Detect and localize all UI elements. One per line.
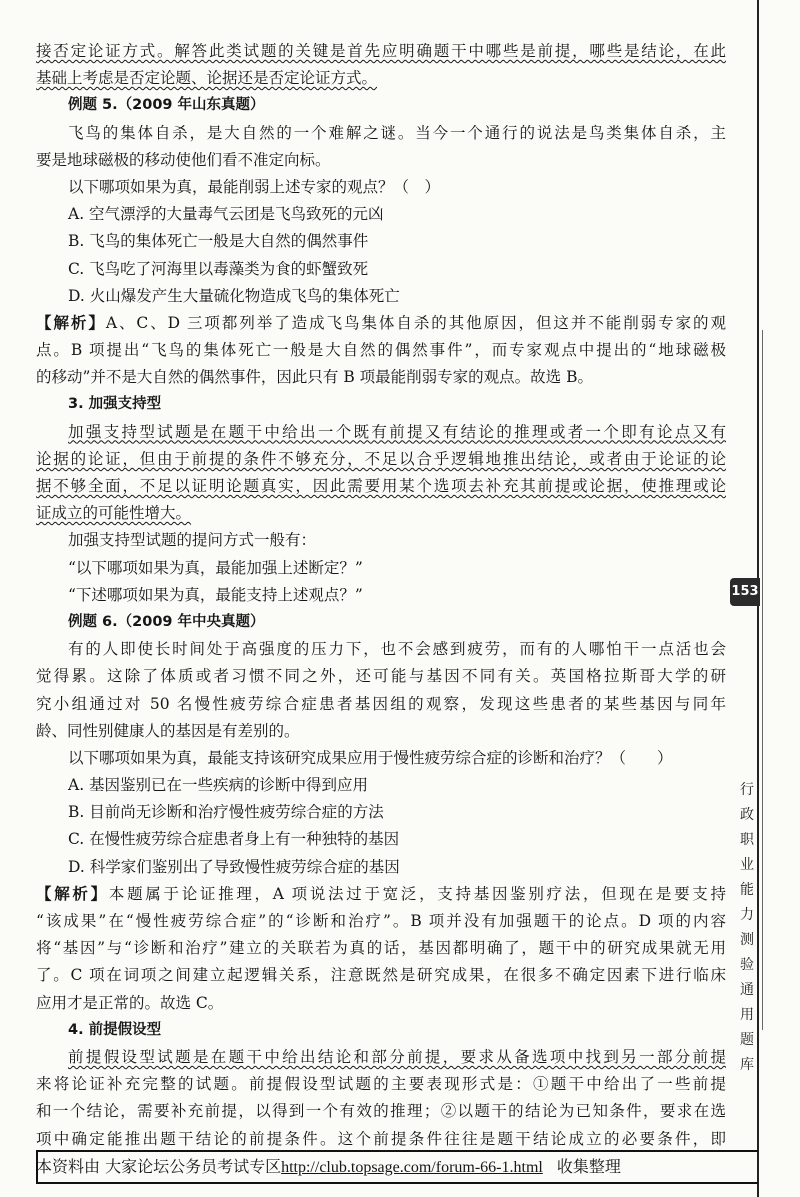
text-line: 例题 6.（2009 年中央真题）: [68, 613, 265, 630]
analysis-tag: 【解析】: [36, 313, 106, 332]
text-line: 的移动”并不是大自然的偶然事件，因此只有 B 项最能削弱专家的观点。故选 B。: [36, 368, 593, 387]
side-title-char: 职: [740, 832, 754, 848]
side-title-char: 行: [740, 782, 754, 798]
footer-suffix: 收集整理: [556, 1157, 621, 1176]
text-line: 龄、同性别健康人的基因是有差别的。: [36, 721, 300, 740]
text-line: 加强支持型试题的提问方式一般有：: [68, 531, 317, 550]
page-number: 153: [731, 584, 759, 599]
side-title-char: 测: [740, 932, 754, 948]
text-line: 和一个结论，需要补充前提，以得到一个有效的推理；②以题干的结论为已知条件，要求在选: [36, 1102, 726, 1121]
text-line: 证成立的可能性增大。: [36, 504, 192, 523]
text-line: 以下哪项如果为真，最能削弱上述专家的观点？（ ）: [68, 177, 441, 196]
text-line: 觉得累。这除了体质或者习惯不同之外，还可能与基因不同有关。英国格拉斯哥大学的研: [36, 667, 726, 686]
text-line: 4. 前提假设型: [68, 1021, 162, 1038]
text-line: “以下哪项如果为真，最能加强上述断定？”: [68, 558, 363, 577]
text-line: 论据的论证，但由于前提的条件不够充分，不足以合乎逻辑地推出结论，或者由于论证的论: [36, 449, 726, 468]
side-title-char: 能: [740, 882, 754, 898]
right-margin-rule-inner: [762, 330, 763, 1030]
text-line: [36, 310, 726, 337]
text-line: C. 在慢性疲劳综合症患者身上有一种独特的基因: [68, 830, 400, 849]
text-line: 了。C 项在词项之间建立起逻辑关系，注意既然是研究成果，在很多不确定因素下进行临床: [36, 966, 726, 985]
text-line: “该成果”在“慢性疲劳综合症”的“诊断和治疗”。B 项并没有加强题干的论点。D 项的内容: [36, 912, 726, 930]
text-line: 将“基因”与“诊断和治疗”建立的关联若为真的话，基因都明确了，题干中的研究成果就无用: [36, 939, 726, 958]
text-line: 有的人即使长时间处于高强度的压力下，也不会感到疲劳，而有的人哪怕干一点活也会: [68, 640, 726, 659]
text-line: 加强支持型试题是在题干中给出一个既有前提又有结论的推理或者一个即有论点又有: [68, 422, 726, 441]
side-title-char: 验: [740, 957, 754, 973]
text-line: 点。B 项提出“飞鸟的集体死亡一般是大自然的偶然事件”，而专家观点中提出的“地球磁极: [36, 341, 726, 360]
main-text-column: [36, 38, 726, 1153]
analysis-text: A、C、D 三项都列举了造成飞鸟集体自杀的其他原因，但这并不能削弱专家的观: [105, 313, 726, 332]
side-title-char: 通: [740, 982, 754, 998]
text-line: D. 科学家们鉴别出了导致慢性疲劳综合症的基因: [68, 857, 400, 876]
side-title-char: 政: [740, 807, 754, 823]
text-line: 应用才是正常的。故选 C。: [36, 993, 224, 1012]
text-line: 前提假设型试题是在题干中给出结论和部分前提，要求从备选项中找到另一部分前提: [68, 1047, 726, 1066]
text-line: [36, 881, 726, 908]
text-line: 飞鸟的集体自杀，是大自然的一个难解之谜。当今一个通行的说法是鸟类集体自杀，主: [68, 123, 726, 142]
side-title-char: 库: [740, 1057, 754, 1073]
footer-banner: [36, 1150, 758, 1184]
text-line: 据不够全面，不足以证明论题真实，因此需要用某个选项去补充其前提或论据，使推理或论: [36, 477, 726, 495]
side-title-char: 用: [740, 1007, 754, 1023]
text-line: “下述哪项如果为真，最能支持上述观点？”: [68, 585, 363, 604]
footer-url-link[interactable]: http://club.topsage.com/forum-66-1.html: [281, 1159, 543, 1176]
text-line: 接否定论证方式。解答此类试题的关键是首先应明确题干中哪些是前提，哪些是结论，在此: [36, 42, 726, 60]
text-line: 究小组通过对 50 名慢性疲劳综合症患者基因组的观察，发现这些患者的某些基因与同年: [36, 694, 726, 713]
text-line: B. 目前尚无诊断和治疗慢性疲劳综合症的方法: [68, 803, 384, 822]
analysis-text: 本题属于论证推理，A 项说法过于宽泛，支持基因鉴别疗法，但现在是要支持: [108, 884, 726, 903]
side-book-title: [736, 778, 758, 1078]
text-line: 以下哪项如果为真，最能支持该研究成果应用于慢性疲劳综合症的诊断和治疗？（ ）: [68, 748, 673, 767]
page-number-tab: [730, 578, 760, 606]
text-line: A. 基因鉴别已在一些疾病的诊断中得到应用: [68, 776, 369, 795]
side-title-char: 题: [740, 1032, 754, 1048]
text-line: C. 飞鸟吃了河海里以毒藻类为食的虾蟹致死: [68, 259, 369, 278]
text-line: 来将论证补充完整的试题。前提假设型试题的主要表现形式是：①题干中给出了一些前提: [36, 1075, 726, 1094]
side-title-char: 业: [740, 857, 754, 873]
text-line: A. 空气漂浮的大量毒气云团是飞鸟致死的元凶: [68, 205, 384, 224]
text-line: 要是地球磁极的移动使他们看不准定向标。: [36, 150, 331, 169]
analysis-tag: 【解析】: [36, 884, 109, 903]
text-line: D. 火山爆发产生大量硫化物造成飞鸟的集体死亡: [68, 286, 400, 305]
text-line: 项中确定能推出题干结论的前提条件。这个前提条件往往是题干结论成立的必要条件，即: [36, 1129, 726, 1148]
text-line: 基础上考虑是否定论题、论据还是否定论证方式。: [36, 69, 378, 88]
footer-prefix: 本资料由 大家论坛公务员考试专区: [36, 1157, 282, 1176]
text-line: 例题 5.（2009 年山东真题）: [68, 97, 265, 114]
side-title-char: 力: [740, 907, 754, 923]
text-line: B. 飞鸟的集体死亡一般是大自然的偶然事件: [68, 232, 369, 251]
text-line: 3. 加强支持型: [68, 396, 162, 413]
